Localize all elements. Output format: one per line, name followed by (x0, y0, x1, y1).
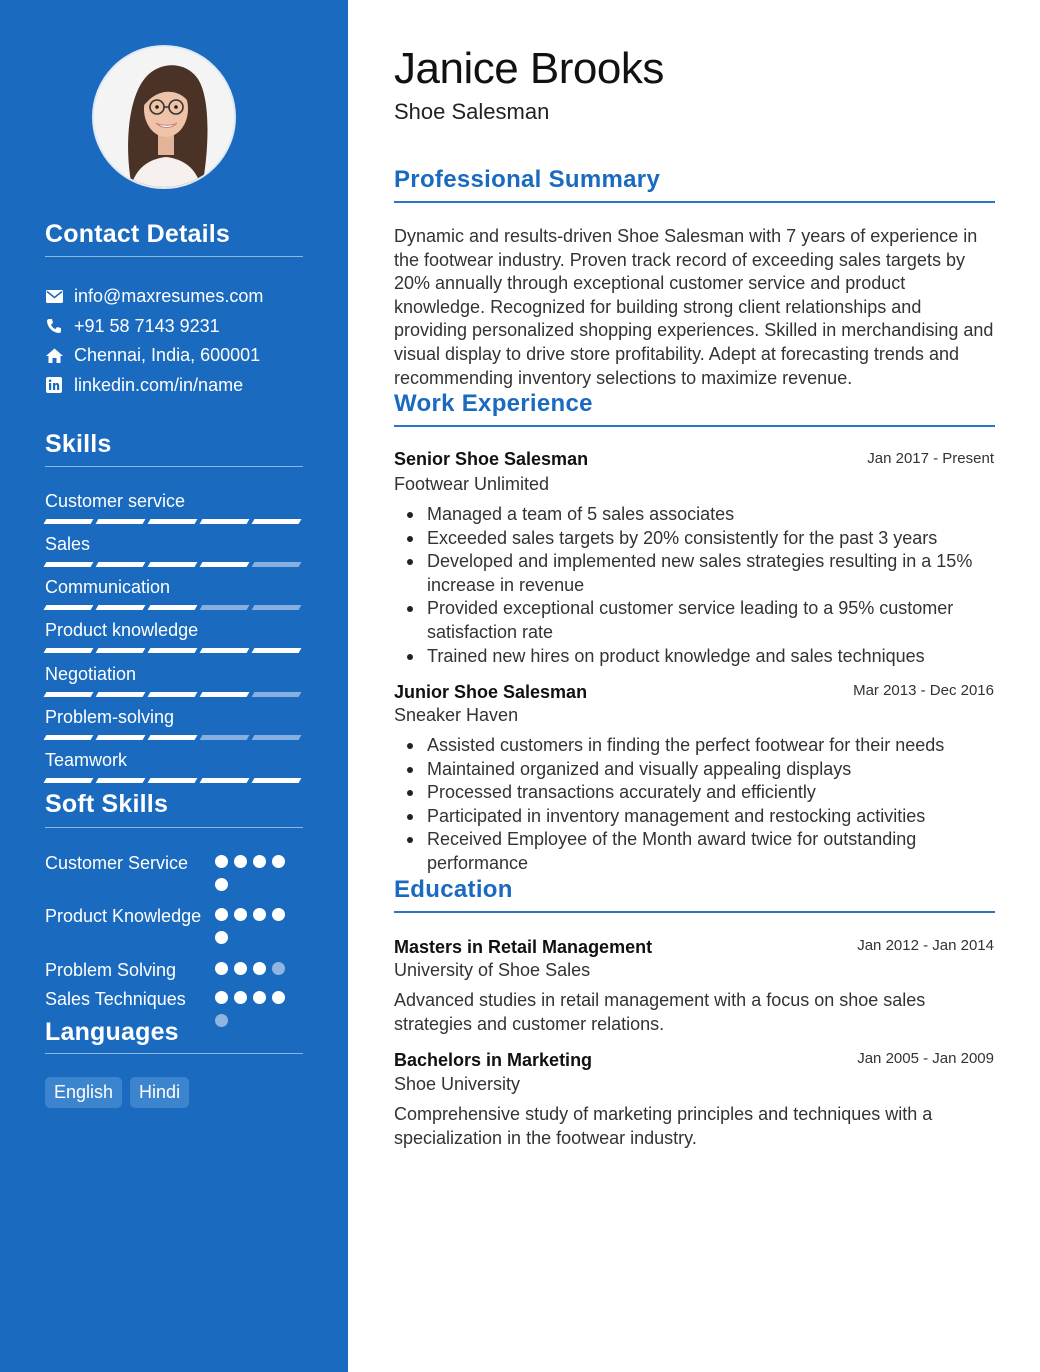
candidate-role: Shoe Salesman (394, 99, 550, 124)
skill-level-segment (148, 735, 198, 740)
skill-item (45, 749, 303, 783)
rating-dot (272, 991, 285, 1004)
skill-level-segment (200, 648, 250, 653)
language-tag: Hindi (130, 1077, 189, 1108)
bullet-item: Processed transactions accurately and efficiently (394, 781, 998, 805)
contact-email[interactable] (45, 284, 263, 308)
bullet-item: Managed a team of 5 sales associates (394, 503, 998, 527)
skill-level-segment (148, 692, 198, 697)
job-dates: Mar 2013 - Dec 2016 (853, 682, 994, 699)
soft-skill-rating (215, 991, 295, 1027)
job-company: Sneaker Haven (394, 705, 519, 725)
skill-level-segment (148, 778, 198, 783)
skill-item (45, 663, 303, 697)
skill-name: Communication (45, 577, 171, 597)
rating-dot (253, 991, 266, 1004)
skills-divider (45, 466, 303, 467)
skill-level-segment (148, 648, 198, 653)
rating-dot (272, 908, 285, 921)
skill-level-segment (200, 692, 250, 697)
skill-level-segment (200, 605, 250, 610)
skill-level-bars (45, 519, 303, 524)
skill-level-segment (96, 735, 146, 740)
soft-skill-name: Problem Solving (45, 960, 177, 980)
skills-heading: Skills (45, 430, 112, 458)
soft-skill-item (45, 958, 295, 982)
soft-skills-divider (45, 827, 303, 828)
skill-name: Problem-solving (45, 707, 175, 727)
degree-dates: Jan 2005 - Jan 2009 (857, 1050, 994, 1067)
bullet-item: Participated in inventory management and restocking activities (394, 805, 998, 829)
contact-heading: Contact Details (45, 220, 230, 248)
skill-level-bars (45, 692, 303, 697)
summary-heading: Professional Summary (394, 166, 661, 193)
rating-dot (215, 962, 228, 975)
skill-level-segment (44, 692, 94, 697)
degree-description: Comprehensive study of marketing principles and techniques with a specialization in the footwear industry. (394, 1104, 933, 1148)
bullet-item: Exceeded sales targets by 20% consistently for the past 3 years (394, 527, 998, 551)
address-text: Chennai, India, 600001 (74, 344, 261, 365)
job-company: Footwear Unlimited (394, 474, 550, 494)
language-tag: English (45, 1077, 122, 1108)
bullet-item: Trained new hires on product knowledge and sales techniques (394, 645, 998, 669)
skill-level-segment (96, 778, 146, 783)
rating-dot (253, 855, 266, 868)
degree-title: Masters in Retail Management (394, 937, 653, 957)
skill-level-segment (148, 562, 198, 567)
rating-dot (253, 908, 266, 921)
skill-item (45, 490, 303, 524)
skill-level-bars (45, 562, 303, 567)
profile-photo (92, 45, 236, 189)
rating-dot (215, 931, 228, 944)
skill-level-segment (96, 692, 146, 697)
degree-description: Advanced studies in retail management with a focus on shoe sales strategies and customer relations. (394, 990, 926, 1034)
skill-name: Sales (45, 534, 91, 554)
school-name: University of Shoe Sales (394, 960, 591, 980)
portrait-image (94, 47, 236, 189)
rating-dot (234, 991, 247, 1004)
skill-level-segment (200, 778, 250, 783)
rating-dot (272, 855, 285, 868)
degree-dates: Jan 2012 - Jan 2014 (857, 937, 994, 954)
rating-dot (215, 908, 228, 921)
skill-level-segment (200, 519, 250, 524)
email-text: info@maxresumes.com (74, 285, 264, 306)
skill-name: Product knowledge (45, 620, 199, 640)
skill-level-segment (252, 778, 302, 783)
skill-level-segment (96, 605, 146, 610)
skill-level-segment (252, 562, 302, 567)
skill-name: Teamwork (45, 750, 128, 770)
rating-dot (215, 855, 228, 868)
soft-skill-name: Product Knowledge (45, 906, 202, 926)
soft-skill-rating (215, 908, 295, 944)
skill-level-segment (44, 778, 94, 783)
languages-divider (45, 1053, 303, 1054)
soft-skill-rating (215, 855, 295, 891)
job-bullets (394, 734, 998, 876)
skill-level-segment (200, 735, 250, 740)
skill-level-segment (252, 735, 302, 740)
skill-name: Customer service (45, 491, 186, 511)
education-heading: Education (394, 876, 513, 903)
skill-level-segment (44, 648, 94, 653)
soft-skill-item (45, 987, 295, 1011)
rating-dot (272, 962, 285, 975)
linkedin-icon (45, 376, 63, 394)
education-divider (394, 911, 995, 913)
languages-heading: Languages (45, 1018, 179, 1046)
skill-level-segment (96, 648, 146, 653)
skill-item (45, 706, 303, 740)
skill-level-bars (45, 735, 303, 740)
job-title: Junior Shoe Salesman (394, 682, 588, 702)
skill-level-segment (96, 562, 146, 567)
linkedin-text: linkedin.com/in/name (74, 374, 244, 395)
rating-dot (234, 908, 247, 921)
soft-skill-rating (215, 962, 295, 975)
rating-dot (215, 878, 228, 891)
job-dates: Jan 2017 - Present (867, 450, 994, 467)
skill-level-bars (45, 605, 303, 610)
sidebar (0, 0, 348, 1372)
skill-level-segment (252, 692, 302, 697)
skill-item (45, 619, 303, 653)
phone-icon (45, 317, 63, 335)
summary-divider (394, 201, 995, 203)
job-title: Senior Shoe Salesman (394, 449, 589, 469)
skill-item (45, 533, 303, 567)
phone-text: +91 58 7143 9231 (74, 315, 220, 336)
skill-level-segment (44, 605, 94, 610)
skill-level-segment (148, 605, 198, 610)
bullet-item: Assisted customers in finding the perfect footwear for their needs (394, 734, 998, 758)
skill-level-segment (148, 519, 198, 524)
home-icon (45, 346, 63, 364)
skill-level-segment (252, 605, 302, 610)
soft-skill-name: Customer Service (45, 853, 189, 873)
rating-dot (234, 855, 247, 868)
skill-level-segment (96, 519, 146, 524)
job-bullets (394, 503, 998, 668)
soft-skills-heading: Soft Skills (45, 790, 169, 818)
contact-phone[interactable] (45, 314, 220, 338)
skill-name: Negotiation (45, 664, 137, 684)
rating-dot (215, 1014, 228, 1027)
soft-skill-name: Sales Techniques (45, 989, 186, 1009)
bullet-item: Developed and implemented new sales strategies resulting in a 15% increase in revenue (394, 550, 998, 597)
summary-text: Dynamic and results-driven Shoe Salesman with 7 years of experience in the footwear industry. Proven track record of exceeding sales targets by 20% annually through exceptional customer service and product knowledge. Recognized for building strong client relationships and providing personalized shopping experiences. Skilled in merchandising and visual display to drive store profitability. Adept at forecasting trends and recommending inventory selections to maximize revenue. (394, 226, 994, 388)
skill-level-segment (200, 562, 250, 567)
contact-address (45, 343, 260, 367)
bullet-item: Provided exceptional customer service leading to a 95% customer satisfaction rate (394, 597, 998, 644)
rating-dot (215, 991, 228, 1004)
candidate-name: Janice Brooks (394, 44, 664, 93)
skill-level-segment (252, 648, 302, 653)
bullet-item: Received Employee of the Month award twice for outstanding performance (394, 828, 998, 875)
soft-skill-item (45, 851, 295, 875)
degree-title: Bachelors in Marketing (394, 1050, 593, 1070)
skill-level-segment (252, 519, 302, 524)
experience-heading: Work Experience (394, 390, 593, 417)
rating-dot (253, 962, 266, 975)
skill-level-segment (44, 519, 94, 524)
school-name: Shoe University (394, 1074, 521, 1094)
soft-skill-item (45, 904, 295, 928)
skill-level-segment (44, 735, 94, 740)
bullet-item: Maintained organized and visually appealing displays (394, 758, 998, 782)
contact-divider (45, 256, 303, 257)
contact-linkedin[interactable] (45, 373, 243, 397)
experience-divider (394, 425, 995, 427)
skill-level-bars (45, 648, 303, 653)
skill-item (45, 576, 303, 610)
skill-level-bars (45, 778, 303, 783)
skill-level-segment (44, 562, 94, 567)
rating-dot (234, 962, 247, 975)
envelope-icon (45, 287, 63, 305)
languages-list (45, 1077, 189, 1108)
